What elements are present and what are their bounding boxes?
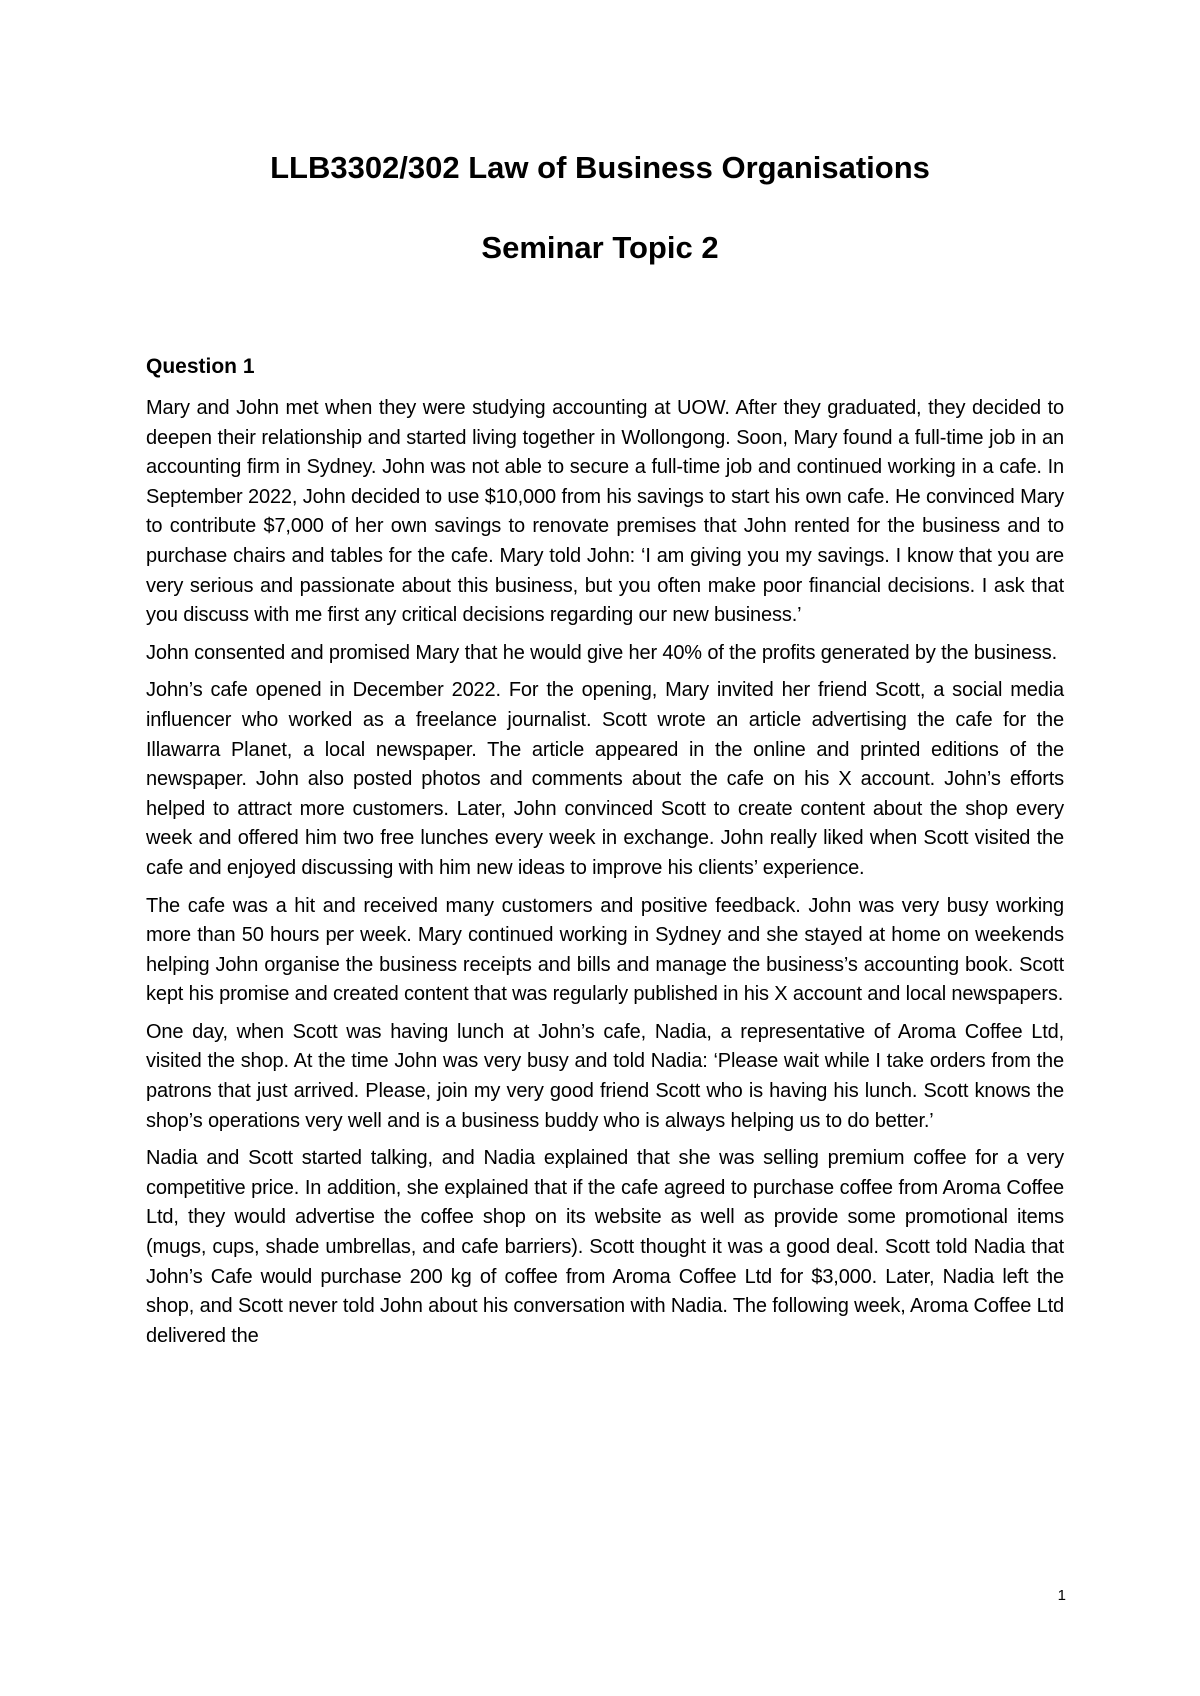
paragraph: Nadia and Scott started talking, and Nadia explained that she was selling premium coffee for a very competitive price. In addition, she explained that if the cafe agreed to purchase coffee from Aroma Coffee Ltd, they would advertise the coffee shop on its website as well as provide some promotional items (mugs, cups, shade umbrellas, and cafe barriers). Scott thought it was a good deal. Scott told Nadia that John’s Cafe would purchase 200 kg of coffee from Aroma Coffee Ltd for $3,000. Later, Nadia left the shop, and Scott never told John about his conversation with Nadia. The following week, Aroma Coffee Ltd delivered the [146, 1147, 1064, 1347]
paragraph: The cafe was a hit and received many customers and positive feedback. John was very busy working more than 50 hours per week. Mary continued working in Sydney and she stayed at home on weekends helping John organise the business receipts and bills and manage the business’s accounting book. Scott kept his promise and created content that was regularly published in his X account and local newspapers. [146, 894, 1064, 1006]
document-title: LLB3302/302 Law of Business Organisations [270, 150, 930, 185]
document-body [146, 352, 1064, 1359]
paragraph: One day, when Scott was having lunch at John’s cafe, Nadia, a representative of Aroma Coffee Ltd, visited the shop. At the time John was very busy and told Nadia: ‘Please wait while I take orders from the patrons that just arrived. Please, join my very good friend Scott who is having his lunch. Scott knows the shop’s operations very well and is a business buddy who is always helping us to do better.’ [146, 1020, 1064, 1132]
document-subtitle: Seminar Topic 2 [481, 230, 719, 265]
paragraph: John’s cafe opened in December 2022. For the opening, Mary invited her friend Scott, a social media influencer who worked as a freelance journalist. Scott wrote an article advertising the cafe for the Illawarra Planet, a local newspaper. The article appeared in the online and printed editions of the newspaper. John also posted photos and comments about the cafe on his X account. John’s efforts helped to attract more customers. Later, John convinced Scott to create content about the shop every week and offered him two free lunches every week in exchange. John really liked when Scott visited the cafe and enjoyed discussing with him new ideas to improve his clients’ experience. [146, 679, 1064, 879]
page-number: 1 [1057, 1587, 1066, 1604]
paragraph: John consented and promised Mary that he would give her 40% of the profits generated by the business. [146, 641, 1057, 664]
paragraph: Mary and John met when they were studying accounting at UOW. After they graduated, they decided to deepen their relationship and started living together in Wollongong. Soon, Mary found a full-time job in an accounting firm in Sydney. John was not able to secure a full-time job and continued working in a cafe. In September 2022, John decided to use $10,000 from his savings to start his own cafe. He convinced Mary to contribute $7,000 of her own savings to renovate premises that John rented for the business and to purchase chairs and tables for the cafe. Mary told John: ‘I am giving you my savings. I know that you are very serious and passionate about this business, but you often make poor financial decisions. I ask that you discuss with me first any critical decisions regarding our new business.’ [146, 397, 1064, 627]
question-heading: Question 1 [146, 355, 255, 378]
